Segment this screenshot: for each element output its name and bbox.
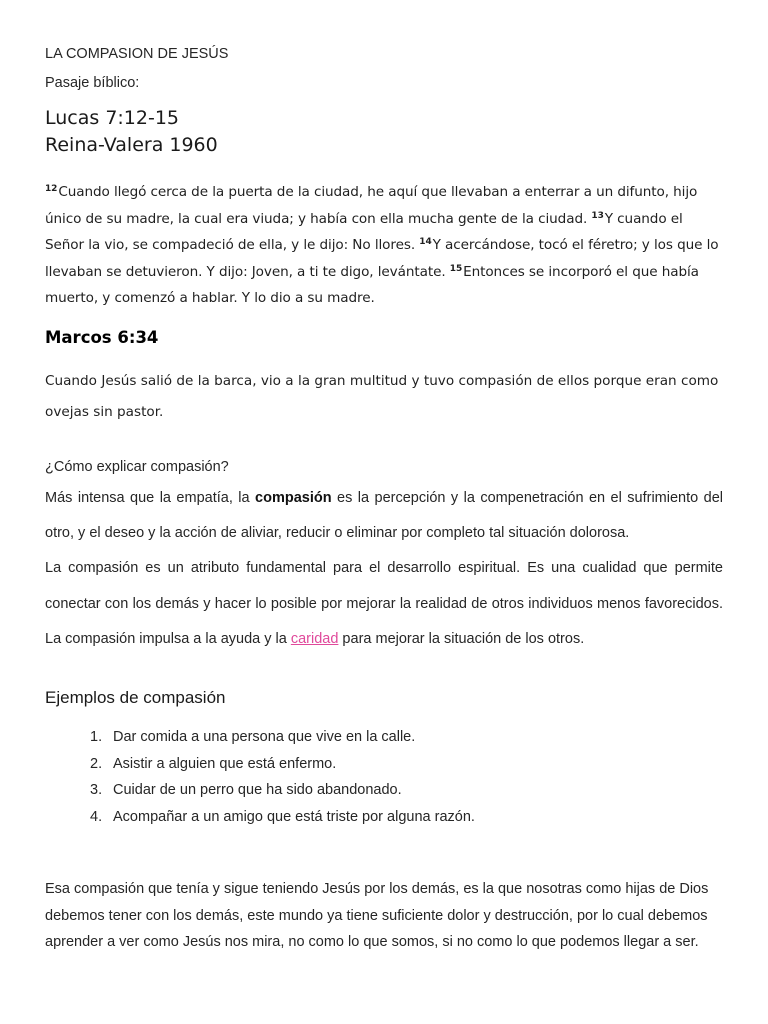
verse-text: Y acercándose, tocó el féretro; y los que lo llevaban se detuvieron. Y dijo: Joven, a ti te digo, levántate. (45, 237, 719, 280)
definition-text-after: es la percepción y la compenetración en el sufrimiento del otro, y el deseo y la acción de aliviar, reducir o eliminar por completo tal situación dolorosa. (45, 490, 723, 541)
definition-text-before: Más intensa que la empatía, la (45, 490, 256, 506)
list-item-text: Acompañar a un amigo que está triste por alguna razón. (113, 808, 475, 825)
list-item (90, 751, 475, 778)
definition-question: ¿Cómo explicar compasión? (45, 459, 229, 475)
list-item-text: Cuidar de un perro que ha sido abandonado. (113, 782, 402, 798)
examples-heading: Ejemplos de compasión (45, 688, 226, 707)
verses-block (45, 179, 723, 312)
verse-text: Y cuando el Señor la vio, se compadeció de ella, y le dijo: No llores. (45, 210, 683, 253)
attribute-text-before: La compasión es un atributo fundamental para el desarrollo espiritual. Es una cualidad que permite conectar con los demás y hacer lo posible por mejorar la realidad de otros individuos menos favorecidos. La compasión impulsa a la ayuda y la (45, 560, 723, 647)
marcos-verse-text: Cuando Jesús salió de la barca, vio a la gran multitud y tuvo compasión de ellos porque eran como ovejas sin pastor. (45, 373, 719, 420)
definition-paragraph (45, 481, 723, 551)
marcos-reference: Marcos 6:34 (45, 328, 159, 347)
verse-number: 12 (45, 184, 58, 194)
passage-label: Pasaje bíblico: (45, 75, 140, 91)
definition-keyword: compasión (255, 490, 332, 506)
list-item (90, 804, 475, 831)
bible-version: Reina-Valera 1960 (45, 134, 218, 156)
passage-reference: Lucas 7:12-15 (45, 107, 180, 129)
list-item-number: 4. (90, 808, 103, 825)
list-item-number: 1. (90, 729, 103, 745)
examples-list (90, 724, 475, 830)
verse-text: Cuando llegó cerca de la puerta de la ciudad, he aquí que llevaban a enterrar a un difunto, hijo único de su madre, la cual era viuda; y había con ella mucha gente de la ciudad. (45, 184, 698, 227)
caridad-link[interactable]: caridad (290, 631, 339, 647)
list-item-text: Asistir a alguien que está enfermo. (113, 755, 337, 772)
verse-text: Entonces se incorporó el que había muerto, y comenzó a hablar. Y lo dio a su madre. (45, 263, 699, 306)
verse-number: 13 (591, 210, 604, 221)
closing-paragraph: Esa compasión que tenía y sigue teniendo Jesús por los demás, es la que nosotras como hijas de Dios debemos tener con los demás, este mundo ya tiene suficiente dolor y destrucción, por lo cual debemos aprender a ver como Jesús nos mira, no como lo que somos, si no como lo que podemos llegar a ser. (45, 881, 709, 951)
list-item-number: 2. (90, 755, 103, 772)
document-title: LA COMPASION DE JESÚS (45, 46, 229, 62)
verse-number: 15 (449, 263, 463, 274)
list-item (90, 777, 475, 804)
list-item-number: 3. (90, 782, 103, 798)
list-item-text: Dar comida a una persona que vive en la calle. (113, 729, 416, 745)
attribute-paragraph (45, 551, 723, 658)
list-item (90, 724, 475, 751)
verse-number: 14 (419, 237, 432, 247)
attribute-text-after: para mejorar la situación de los otros. (338, 631, 585, 647)
